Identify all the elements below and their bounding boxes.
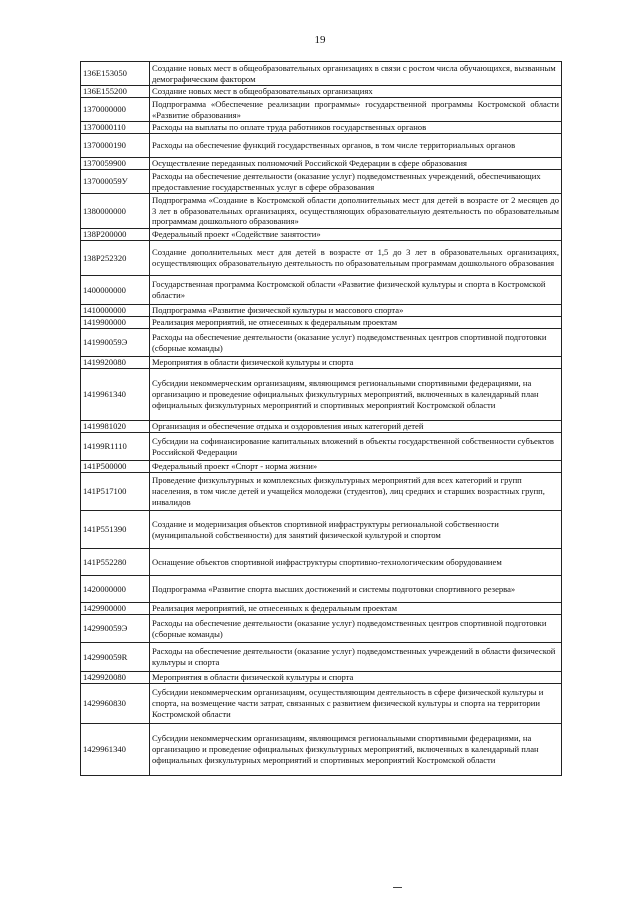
- code-cell: 1419900000: [81, 317, 150, 329]
- table-row: [81, 170, 562, 194]
- description-cell: Создание и модернизация объектов спортивной инфраструктуры региональной собственности (муниципальной собственности) для занятий физической культурой и спортом: [150, 511, 562, 549]
- description-cell: Создание новых мест в общеобразовательных организациях: [150, 86, 562, 98]
- description-cell: Федеральный проект «Спорт - норма жизни»: [150, 461, 562, 473]
- table-row: [81, 122, 562, 134]
- table-row: [81, 684, 562, 724]
- table-row: [81, 305, 562, 317]
- description-cell: Мероприятия в области физической культуры и спорта: [150, 672, 562, 684]
- table-row: [81, 98, 562, 122]
- description-cell: Реализация мероприятий, не отнесенных к федеральным проектам: [150, 317, 562, 329]
- table-row: [81, 276, 562, 305]
- description-cell: Расходы на выплаты по оплате труда работников государственных органов: [150, 122, 562, 134]
- description-cell: Расходы на обеспечение функций государственных органов, в том числе территориальных органов: [150, 134, 562, 158]
- table-row: [81, 357, 562, 369]
- code-cell: 1370000110: [81, 122, 150, 134]
- table-row: [81, 241, 562, 276]
- table-row: [81, 615, 562, 643]
- table-row: [81, 461, 562, 473]
- description-cell: Подпрограмма «Развитие физической культуры и массового спорта»: [150, 305, 562, 317]
- description-cell: Федеральный проект «Содействие занятости»: [150, 229, 562, 241]
- description-cell: Расходы на обеспечение деятельности (оказание услуг) подведомственных учреждений в области физической культуры и спорта: [150, 643, 562, 672]
- table-row: [81, 511, 562, 549]
- code-cell: 1370000190: [81, 134, 150, 158]
- table-row: [81, 724, 562, 776]
- code-cell: 138P252320: [81, 241, 150, 276]
- description-cell: Расходы на обеспечение деятельности (оказание услуг) подведомственных центров спортивной подготовки (сборные команды): [150, 615, 562, 643]
- code-cell: 141990059Э: [81, 329, 150, 357]
- code-cell: 142990059R: [81, 643, 150, 672]
- table-row: [81, 317, 562, 329]
- description-cell: Субсидии некоммерческим организациям, являющимся региональными спортивными федерациями, на организацию и проведение официальных физкультурных мероприятий, включенных в календарный план официальных физкультурных мероприятий и спортивных мероприятий Костромской области: [150, 369, 562, 421]
- table-row: [81, 194, 562, 229]
- description-cell: Подпрограмма «Обеспечение реализации программы» государственной программы Костромской области «Развитие образования»: [150, 98, 562, 122]
- code-cell: 1429920080: [81, 672, 150, 684]
- table-row: [81, 672, 562, 684]
- code-cell: 1419920080: [81, 357, 150, 369]
- description-cell: Подпрограмма «Создание в Костромской области дополнительных мест для детей в возрасте от 2 месяцев до 3 лет в образовательных организациях, осуществляющих образовательную деятельность по образовательным программам дошкольного образования»: [150, 194, 562, 229]
- description-cell: Мероприятия в области физической культуры и спорта: [150, 357, 562, 369]
- code-cell: 141P551390: [81, 511, 150, 549]
- code-cell: 1380000000: [81, 194, 150, 229]
- budget-codes-table: [80, 61, 562, 776]
- code-cell: 138P200000: [81, 229, 150, 241]
- code-cell: 1429900000: [81, 603, 150, 615]
- description-cell: Создание новых мест в общеобразовательных организациях в связи с ростом числа обучающихся, вызванным демографическим фактором: [150, 62, 562, 86]
- code-cell: 1419961340: [81, 369, 150, 421]
- table-row: [81, 421, 562, 433]
- table-row: [81, 369, 562, 421]
- description-cell: Организация и обеспечение отдыха и оздоровления иных категорий детей: [150, 421, 562, 433]
- page-number: 19: [314, 34, 326, 46]
- code-cell: 1420000000: [81, 576, 150, 603]
- code-cell: 1400000000: [81, 276, 150, 305]
- code-cell: 141P500000: [81, 461, 150, 473]
- description-cell: Расходы на обеспечение деятельности (оказание услуг) подведомственных учреждений, обеспечивающих предоставление государственных услуг в сфере образования: [150, 170, 562, 194]
- code-cell: 1370059900: [81, 158, 150, 170]
- code-cell: 1429960830: [81, 684, 150, 724]
- table-row: [81, 643, 562, 672]
- description-cell: Субсидии некоммерческим организациям, осуществляющим деятельность в сфере физической культуры и спорта, на возмещение части затрат, связанных с развитием физической культуры и спорта на территории Костромской области: [150, 684, 562, 724]
- code-cell: 141P517100: [81, 473, 150, 511]
- description-cell: Субсидии на софинансирование капитальных вложений в объекты государственной собственности субъектов Российской Федерации: [150, 433, 562, 461]
- table-row: [81, 158, 562, 170]
- description-cell: Осуществление переданных полномочий Российской Федерации в сфере образования: [150, 158, 562, 170]
- description-cell: Проведение физкультурных и комплексных физкультурных мероприятий для всех категорий и групп населения, в том числе детей и учащейся молодежи (студентов), лиц средних и старших возрастных групп, инвалидов: [150, 473, 562, 511]
- scan-mark: [393, 887, 402, 888]
- code-cell: 1370000000: [81, 98, 150, 122]
- description-cell: Оснащение объектов спортивной инфраструктуры спортивно-технологическим оборудованием: [150, 549, 562, 576]
- table-row: [81, 433, 562, 461]
- table-row: [81, 549, 562, 576]
- table-row: [81, 134, 562, 158]
- code-cell: 14199R1110: [81, 433, 150, 461]
- code-cell: 142990059Э: [81, 615, 150, 643]
- table-body: [81, 62, 562, 776]
- description-cell: Реализация мероприятий, не отнесенных к федеральным проектам: [150, 603, 562, 615]
- description-cell: Субсидии некоммерческим организациям, являющимся региональными спортивными федерациями, на организацию и проведение официальных физкультурных мероприятий, включенных в календарный план официальных физкультурных мероприятий и спортивных мероприятий Костромской области: [150, 724, 562, 776]
- table-row: [81, 603, 562, 615]
- code-cell: 1429961340: [81, 724, 150, 776]
- code-cell: 136E153050: [81, 62, 150, 86]
- description-cell: Создание дополнительных мест для детей в возрасте от 1,5 до 3 лет в образовательных организациях, осуществляющих образовательную деятельность по образовательным программам дошкольного образования: [150, 241, 562, 276]
- code-cell: 1419981020: [81, 421, 150, 433]
- code-cell: 1410000000: [81, 305, 150, 317]
- table-row: [81, 229, 562, 241]
- code-cell: 141P552280: [81, 549, 150, 576]
- table-row: [81, 62, 562, 86]
- table-row: [81, 86, 562, 98]
- table-row: [81, 329, 562, 357]
- description-cell: Расходы на обеспечение деятельности (оказание услуг) подведомственных центров спортивной подготовки (сборные команды): [150, 329, 562, 357]
- description-cell: Подпрограмма «Развитие спорта высших достижений и системы подготовки спортивного резерва»: [150, 576, 562, 603]
- code-cell: 137000059У: [81, 170, 150, 194]
- table-row: [81, 473, 562, 511]
- description-cell: Государственная программа Костромской области «Развитие физической культуры и спорта в Костромской области»: [150, 276, 562, 305]
- code-cell: 136E155200: [81, 86, 150, 98]
- table-row: [81, 576, 562, 603]
